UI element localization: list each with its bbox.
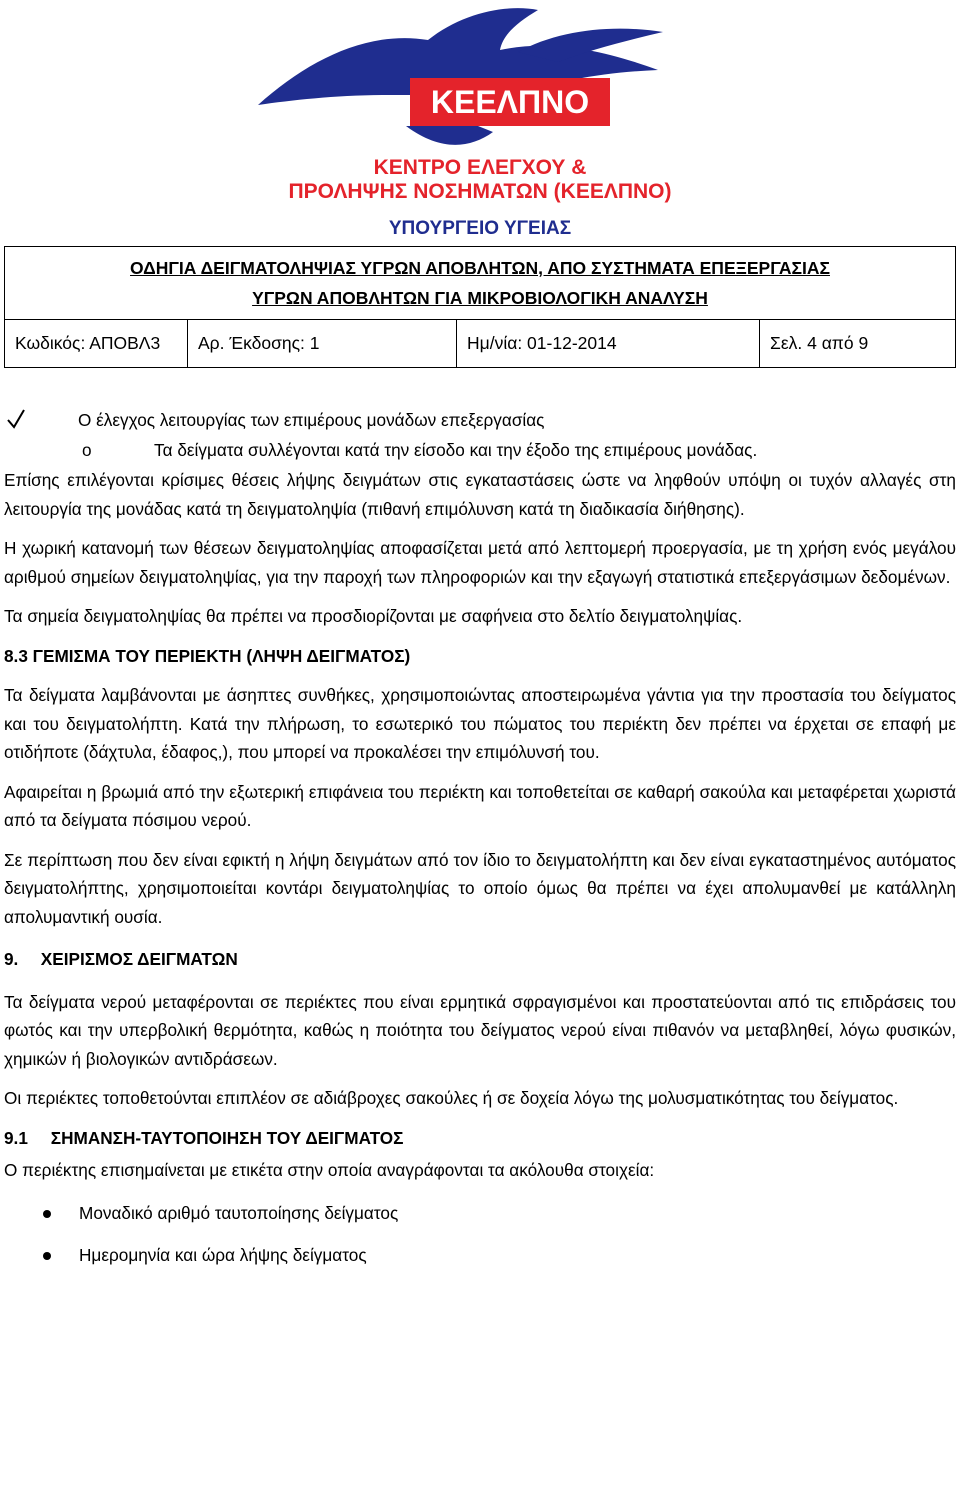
- keelpno-logo: [218, 0, 748, 240]
- circle-bullet-icon: o: [82, 439, 92, 460]
- logo-line-1: ΚΕΝΤΡΟ ΕΛΕΓΧΟΥ &: [373, 156, 587, 179]
- paragraph-spatial-distribution: Η χωρική κατανομή των θέσεων δειγματοληψίας αποφασίζεται μετά από λεπτομερή προεργασία, με τη χρήση ενός μεγάλου αριθμού σημείων δειγματοληψίας, για την παροχή των πληροφοριών και την εξαγωγή στατιστικά επεξεργάσιμων δεδομένων.: [4, 538, 956, 587]
- bullet-icon: [43, 1210, 51, 1218]
- document-code: Κωδικός: ΑΠΟΒΛ3: [5, 320, 188, 368]
- sub-list-item: [4, 436, 956, 465]
- list-item-text: Μοναδικό αριθμό ταυτοποίησης δείγματος: [79, 1202, 399, 1223]
- section-heading-9-1: [4, 1124, 956, 1153]
- list-item: [4, 1241, 956, 1270]
- paragraph-bags: Οι περιέκτες τοποθετούνται επιπλέον σε αδιάβροχες σακούλες ή σε δοχεία λόγω της μολυσματικότητας του δείγματος.: [4, 1088, 899, 1108]
- page-number: Σελ. 4 από 9: [760, 320, 956, 368]
- section-heading-9: [4, 945, 956, 974]
- section-number: 9.1: [4, 1127, 28, 1148]
- paragraph-sampling-points: Επίσης επιλέγονται κρίσιμες θέσεις λήψης δειγμάτων στις εγκαταστάσεις ώστε να ληφθούν υπόψη οι τυχόν αλλαγές στη λειτουργία της μονάδας κατά τη δειγματοληψία (πιθανή επιμόλυνση κατά τη διαδικασία διήθησης).: [4, 470, 956, 519]
- paragraph-sampling-pole: Σε περίπτωση που δεν είναι εφικτή η λήψη δειγμάτων από τον ίδιο το δειγματολήπτη και δεν είναι εγκαταστημένος αυτόματος δειγματολήπτης, χρησιμοποιείται κοντάρι δειγματοληψίας το οποίο όμως θα πρέπει να έχει απολυμανθεί με κατάλληλη απολυμαντική ουσία.: [4, 849, 956, 927]
- paragraph-cleaning: Αφαιρείται η βρωμιά από την εξωτερική επιφάνεια του περιέκτη και τοποθετείται σε καθαρή σακούλα και μεταφέρεται χωριστά από τα δείγματα πόσιμου νερού.: [4, 781, 956, 830]
- logo-line-2: ΠΡΟΛΗΨΗΣ ΝΟΣΗΜΑΤΩΝ (ΚΕΕΛΠΝΟ): [288, 180, 672, 203]
- paragraph-sampling-sheet: Τα σημεία δειγματοληψίας θα πρέπει να προσδιορίζονται με σαφήνεια στο δελτίο δειγματοληψίας.: [4, 606, 743, 626]
- section-number: 9.: [4, 949, 19, 969]
- document-version: Αρ. Έκδοσης: 1: [188, 320, 457, 368]
- list-item-text: Ημερομηνία και ώρα λήψης δείγματος: [79, 1245, 367, 1265]
- document-title: [5, 247, 956, 320]
- section-title: ΧΕΙΡΙΣΜΟΣ ΔΕΙΓΜΑΤΩΝ: [40, 949, 238, 969]
- brand-text: ΚΕΕΛΠΝΟ: [430, 84, 590, 120]
- sub-list-item-text: Τα δείγματα συλλέγονται κατά την είσοδο και την έξοδο της επιμέρους μονάδας.: [154, 439, 758, 460]
- document-header: [4, 246, 956, 368]
- paragraph-aseptic: Τα δείγματα λαμβάνονται με άσηπτες συνθήκες, χρησιμοποιώντας αποστειρωμένα γάντια για την προστασία του δείγματος και του δειγματολήπτη. Κατά την πλήρωση, το εσωτερικό του πώματος του περιέκτη δεν πρέπει να έρχεται σε επαφή με οτιδήποτε (δάχτυλα, έδαφος,), που μπορεί να προκαλέσει την επιμόλυνσή του.: [4, 685, 956, 762]
- checkmark-icon: [6, 408, 26, 430]
- paragraph-transport: Τα δείγματα νερού μεταφέρονται σε περιέκτες που είναι ερμητικά σφραγισμένοι και προστατεύονται από τις επιδράσεις του φωτός και την υπερβολική θερμότητα, καθώς η ποιότητα του δείγματος νερού είναι πιθανόν να μεταβληθεί, λόγω φυσικών, χημικών ή βιολογικών αντιδράσεων.: [4, 991, 956, 1069]
- checklist-item-text: Ο έλεγχος λειτουργίας των επιμέρους μονάδων επεξεργασίας: [78, 410, 545, 430]
- document-body: [4, 406, 956, 1270]
- title-line-2: ΥΓΡΩΝ ΑΠΟΒΛΗΤΩΝ ΓΙΑ ΜΙΚΡΟΒΙΟΛΟΓΙΚΗ ΑΝΑΛΥΣΗ: [252, 288, 708, 308]
- checklist-item: [4, 406, 956, 435]
- document-date: Ημ/νία: 01-12-2014: [457, 320, 760, 368]
- paragraph-label: Ο περιέκτης επισημαίνεται με ετικέτα στην οποία αναγράφονται τα ακόλουθα στοιχεία:: [4, 1160, 655, 1180]
- title-line-1: ΟΔΗΓΙΑ ΔΕΙΓΜΑΤΟΛΗΨΙΑΣ ΥΓΡΩΝ ΑΠΟΒΛΗΤΩΝ, ΑΠΟ ΣΥΣΤΗΜΑΤΑ ΕΠΕΞΕΡΓΑΣΙΑΣ: [130, 258, 830, 278]
- logo-line-3: ΥΠΟΥΡΓΕΙΟ ΥΓΕΙΑΣ: [388, 218, 572, 239]
- bullet-icon: [43, 1252, 51, 1260]
- section-title: ΣΗΜΑΝΣΗ-ΤΑΥΤΟΠΟΙΗΣΗ ΤΟΥ ΔΕΙΓΜΑΤΟΣ: [50, 1127, 404, 1148]
- section-heading-8-3: 8.3 ΓΕΜΙΣΜΑ ΤΟΥ ΠΕΡΙΕΚΤΗ (ΛΗΨΗ ΔΕΙΓΜΑΤΟΣ): [4, 645, 411, 666]
- list-item: [4, 1199, 956, 1228]
